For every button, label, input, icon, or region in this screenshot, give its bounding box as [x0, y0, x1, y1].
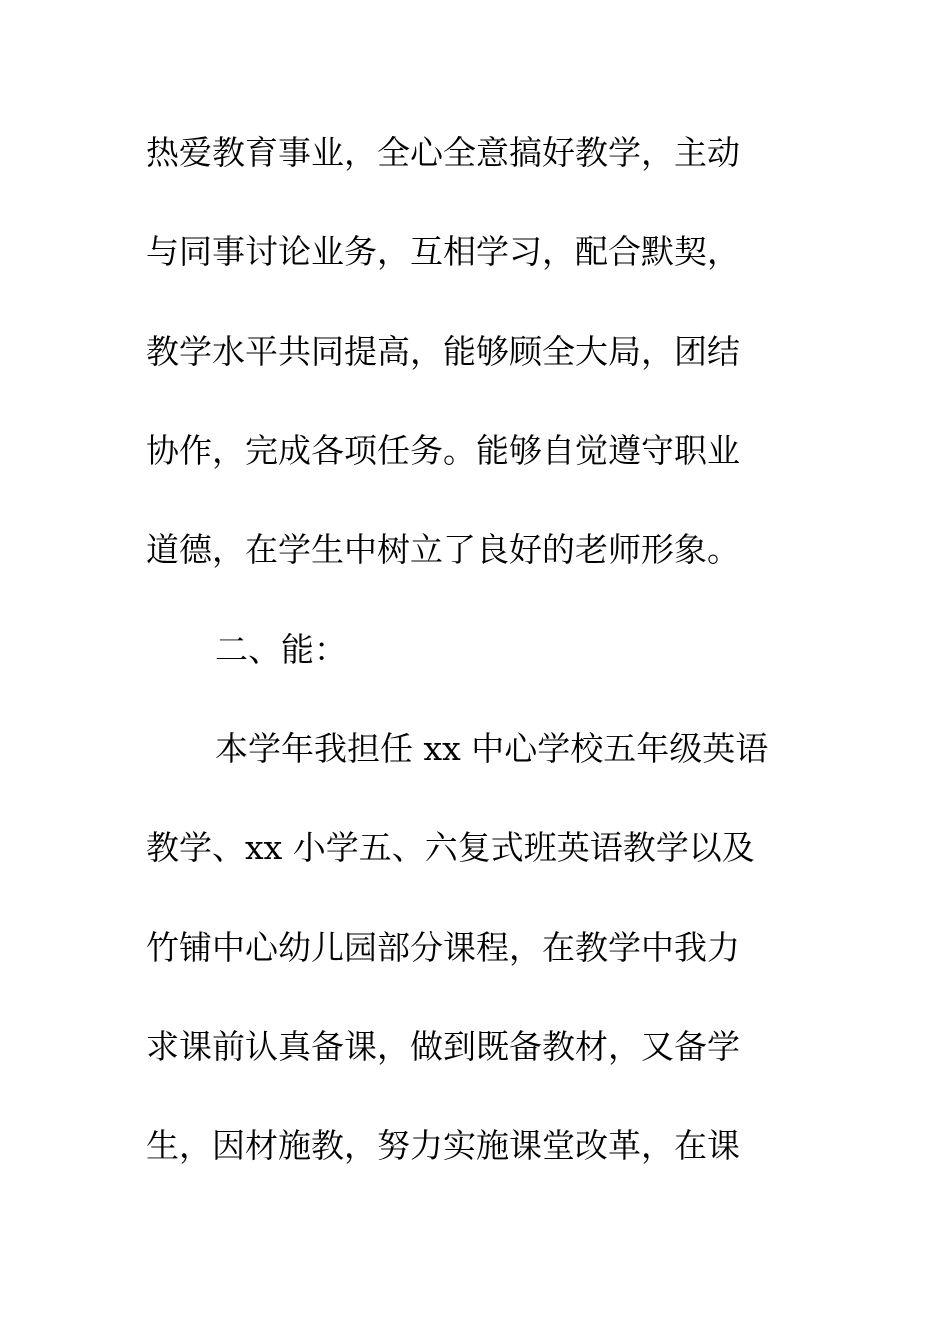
text-line-7: 本学年我担任 xx 中心学校五年级英语 — [215, 729, 769, 768]
text-line-11: 生，因材施教，努力实施课堂改革，在课 — [146, 1126, 740, 1165]
text-line-2: 与同事讨论业务，互相学习，配合默契， — [146, 232, 740, 271]
text-line-5: 道德，在学生中树立了良好的老师形象。 — [146, 530, 740, 569]
text-line-9: 竹铺中心幼儿园部分课程，在教学中我力 — [146, 928, 740, 967]
section-heading: 二、能： — [215, 630, 347, 669]
text-line-3: 教学水平共同提高，能够顾全大局，团结 — [146, 332, 740, 371]
text-line-4: 协作，完成各项任务。能够自觉遵守职业 — [146, 431, 740, 470]
text-line-1: 热爱教育事业，全心全意搞好教学，主动 — [146, 133, 740, 172]
text-line-10: 求课前认真备课，做到既备教材，又备学 — [146, 1027, 740, 1066]
text-line-8: 教学、xx 小学五、六复式班英语教学以及 — [146, 828, 755, 867]
